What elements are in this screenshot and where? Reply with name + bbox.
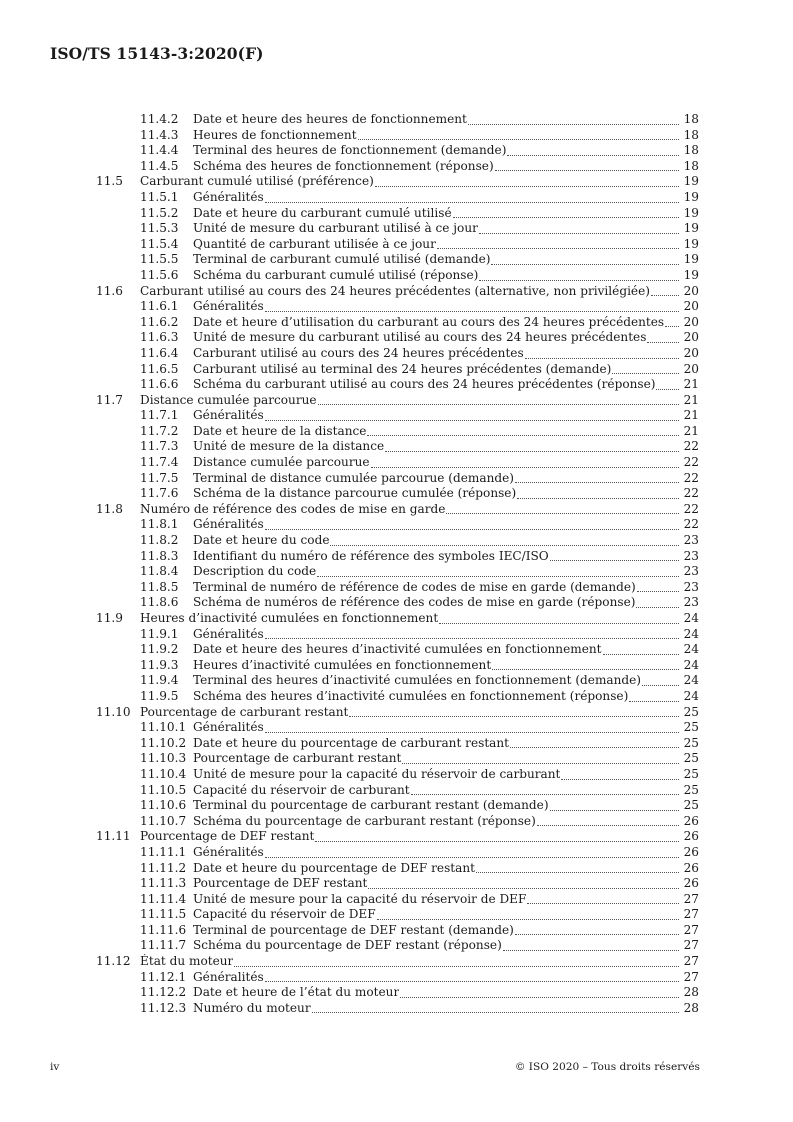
toc-entry-title: Distance cumulée parcourue	[140, 392, 317, 407]
toc-entry-page: 27	[683, 891, 699, 906]
toc-dot-leader	[317, 575, 679, 577]
toc-dot-leader	[603, 653, 679, 655]
toc-entry-title: Numéro de référence des codes de mise en garde	[140, 501, 446, 516]
toc-entry-number: 11.8.3	[140, 548, 179, 563]
toc-entry-title: Date et heure du carburant cumulé utilisé	[193, 205, 452, 220]
toc-subsection-entry[interactable]	[96, 143, 699, 159]
toc-dot-leader	[642, 684, 679, 686]
toc-dot-leader	[550, 559, 679, 561]
toc-entry-title: Terminal de distance cumulée parcourue (demande)	[193, 470, 514, 485]
toc-entry-page: 22	[683, 439, 699, 454]
toc-entry-number: 11.6.1	[140, 299, 179, 314]
toc-entry-title: Carburant utilisé au cours des 24 heures précédentes (alternative, non privilégiée)	[140, 283, 650, 298]
toc-dot-leader	[492, 668, 679, 670]
toc-entry-page: 27	[683, 954, 699, 969]
toc-subsection-entry[interactable]	[96, 580, 699, 596]
toc-dot-leader	[265, 201, 679, 203]
toc-entry-page: 23	[683, 595, 699, 610]
toc-entry-number: 11.6	[96, 283, 123, 298]
toc-dot-leader	[312, 1011, 679, 1013]
toc-entry-number: 11.12.3	[140, 1000, 187, 1015]
toc-entry-number: 11.5.5	[140, 252, 179, 267]
toc-entry-title: Heures d’inactivité cumulées en fonctionnement	[140, 611, 439, 625]
toc-entry-number: 11.7.6	[140, 486, 179, 501]
toc-subsection-entry[interactable]	[96, 268, 699, 284]
toc-dot-leader	[515, 481, 679, 483]
toc-dot-leader	[479, 279, 679, 281]
toc-entry-title: Généralités	[193, 969, 264, 984]
toc-entry-number: 11.4.3	[140, 127, 179, 142]
toc-entry-page: 20	[683, 314, 699, 329]
toc-entry-page: 27	[683, 969, 699, 984]
toc-entry-title: Unité de mesure du carburant utilisé au cours des 24 heures précédentes	[193, 330, 647, 345]
toc-entry-title: Date et heure des heures d’inactivité cumulées en fonctionnement	[193, 642, 602, 657]
toc-entry-number: 11.9.3	[140, 657, 179, 672]
toc-entry-page: 20	[683, 283, 699, 298]
toc-entry-page: 19	[683, 252, 699, 267]
toc-dot-leader	[515, 933, 679, 935]
toc-entry-page: 19	[683, 236, 699, 251]
toc-entry-title: Carburant utilisé au cours des 24 heures précédentes	[193, 345, 524, 360]
toc-entry-number: 11.5.6	[140, 267, 179, 282]
toc-entry-title: Identifiant du numéro de référence des symboles IEC/ISO	[193, 548, 549, 563]
toc-subsection-entry[interactable]	[96, 471, 699, 487]
toc-entry-number: 11.6.4	[140, 345, 179, 360]
toc-dot-leader	[315, 840, 679, 842]
toc-entry-number: 11.10.7	[140, 813, 187, 828]
toc-dot-leader	[503, 949, 679, 951]
toc-entry-title: Numéro du moteur	[193, 1000, 311, 1015]
toc-entry-number: 11.7	[96, 392, 123, 407]
toc-entry-title: Unité de mesure de la distance	[193, 439, 385, 454]
toc-entry-number: 11.11.3	[140, 876, 187, 891]
toc-entry-title: Schéma de la distance parcourue cumulée (réponse)	[193, 486, 517, 501]
toc-entry-page: 22	[683, 455, 699, 470]
toc-dot-leader	[651, 294, 679, 296]
toc-entry-page: 28	[683, 985, 699, 1000]
toc-entry-number: 11.7.5	[140, 470, 179, 485]
toc-entry-page: 20	[683, 299, 699, 314]
toc-entry-title: Date et heure des heures de fonctionnement	[193, 112, 467, 126]
toc-entry-page: 20	[683, 345, 699, 360]
toc-dot-leader	[561, 778, 679, 780]
toc-entry-title: Heures de fonctionnement	[193, 127, 357, 142]
toc-entry-number: 11.6.2	[140, 314, 179, 329]
toc-entry-number: 11.11.6	[140, 922, 187, 937]
toc-entry-page: 21	[683, 377, 699, 392]
toc-entry-title: Capacité du réservoir de DEF	[193, 907, 376, 922]
toc-subsection-entry[interactable]	[96, 159, 699, 175]
toc-entry-page: 18	[683, 143, 699, 158]
toc-entry-title: Carburant utilisé au terminal des 24 heures précédentes (demande)	[193, 361, 612, 376]
toc-entry-number: 11.11.7	[140, 938, 187, 953]
toc-entry-page: 23	[683, 564, 699, 579]
toc-dot-leader	[358, 138, 679, 140]
toc-subsection-entry[interactable]	[96, 1001, 699, 1017]
toc-dot-leader	[265, 419, 679, 421]
toc-entry-title: Généralités	[193, 720, 264, 735]
toc-dot-leader	[367, 434, 679, 436]
toc-entry-page: 24	[683, 611, 699, 625]
toc-subsection-entry[interactable]	[96, 533, 699, 549]
toc-entry-number: 11.10.6	[140, 798, 187, 813]
toc-entry-page: 19	[683, 267, 699, 282]
toc-subsection-entry[interactable]	[96, 252, 699, 268]
page-number: iv	[50, 1061, 60, 1073]
toc-entry-title: Date et heure du pourcentage de carburant restant	[193, 735, 510, 750]
toc-dot-leader	[265, 310, 679, 312]
toc-subsection-entry[interactable]	[96, 128, 699, 144]
toc-subsection-entry[interactable]	[96, 970, 699, 986]
toc-entry-number: 11.7.1	[140, 408, 179, 423]
toc-entry-page: 24	[683, 688, 699, 703]
toc-dot-leader	[550, 809, 679, 811]
toc-subsection-entry[interactable]	[96, 455, 699, 471]
toc-dot-leader	[330, 544, 679, 546]
toc-section-entry[interactable]	[96, 284, 699, 300]
toc-subsection-entry[interactable]	[96, 346, 699, 362]
toc-dot-leader	[371, 466, 679, 468]
toc-dot-leader	[479, 232, 679, 234]
toc-subsection-entry[interactable]	[96, 564, 699, 580]
toc-entry-title: Heures d’inactivité cumulées en fonctionnement	[193, 657, 492, 672]
toc-entry-page: 23	[683, 533, 699, 548]
toc-entry-number: 11.4.5	[140, 158, 179, 173]
toc-entry-title: Date et heure de la distance	[193, 423, 367, 438]
document-id: ISO/TS 15143-3:2020(F)	[50, 44, 264, 63]
toc-subsection-entry[interactable]	[96, 299, 699, 315]
toc-entry-number: 11.9.4	[140, 673, 179, 688]
toc-entry-title: Schéma des heures d’inactivité cumulées en fonctionnement (réponse)	[193, 688, 629, 703]
toc-entry-page: 25	[683, 798, 699, 813]
toc-dot-leader	[265, 731, 679, 733]
toc-entry-page: 24	[683, 657, 699, 672]
toc-subsection-entry[interactable]	[96, 985, 699, 1001]
toc-subsection-entry[interactable]	[96, 892, 699, 908]
toc-dot-leader	[265, 980, 679, 982]
toc-entry-page: 27	[683, 922, 699, 937]
toc-dot-leader	[265, 856, 679, 858]
toc-subsection-entry[interactable]	[96, 190, 699, 206]
toc-entry-number: 11.8	[96, 501, 123, 516]
toc-entry-number: 11.8.6	[140, 595, 179, 610]
toc-entry-number: 11.7.3	[140, 439, 179, 454]
toc-dot-leader	[537, 824, 679, 826]
toc-dot-leader	[507, 154, 679, 156]
toc-subsection-entry[interactable]	[96, 861, 699, 877]
toc-entry-page: 25	[683, 735, 699, 750]
toc-subsection-entry[interactable]	[96, 377, 699, 393]
toc-entry-title: Généralités	[193, 299, 264, 314]
toc-entry-title: Généralités	[193, 626, 264, 641]
toc-dot-leader	[349, 715, 679, 717]
toc-entry-page: 26	[683, 844, 699, 859]
toc-dot-leader	[453, 216, 679, 218]
toc-entry-number: 11.11	[96, 829, 131, 844]
toc-entry-title: Pourcentage de carburant restant	[140, 704, 349, 719]
toc-entry-page: 25	[683, 704, 699, 719]
toc-entry-title: Unité de mesure pour la capacité du réservoir de carburant	[193, 766, 561, 781]
toc-dot-leader	[656, 388, 679, 390]
toc-subsection-entry[interactable]	[96, 221, 699, 237]
toc-entry-title: Date et heure d’utilisation du carburant au cours des 24 heures précédentes	[193, 314, 665, 329]
toc-entry-page: 20	[683, 361, 699, 376]
toc-subsection-entry[interactable]	[96, 798, 699, 814]
toc-dot-leader	[510, 746, 679, 748]
toc-dot-leader	[629, 700, 679, 702]
toc-entry-title: Généralités	[193, 189, 264, 204]
toc-entry-title: Pourcentage de DEF restant	[193, 876, 368, 891]
toc-entry-page: 21	[683, 423, 699, 438]
toc-entry-title: Capacité du réservoir de carburant	[193, 782, 410, 797]
toc-entry-page: 18	[683, 127, 699, 142]
toc-entry-number: 11.9.1	[140, 626, 179, 641]
toc-dot-leader	[265, 528, 679, 530]
toc-entry-page: 25	[683, 782, 699, 797]
toc-subsection-entry[interactable]	[96, 595, 699, 611]
toc-entry-title: Généralités	[193, 517, 264, 532]
toc-entry-title: Carburant cumulé utilisé (préférence)	[140, 174, 374, 189]
toc-entry-title: Pourcentage de carburant restant	[193, 751, 402, 766]
toc-subsection-entry[interactable]	[96, 439, 699, 455]
toc-dot-leader	[665, 325, 679, 327]
toc-entry-page: 19	[683, 189, 699, 204]
toc-dot-leader	[385, 450, 679, 452]
toc-subsection-entry[interactable]	[96, 720, 699, 736]
toc-entry-title: Description du code	[193, 564, 317, 579]
toc-entry-number: 11.5	[96, 174, 123, 189]
toc-entry-page: 22	[683, 470, 699, 485]
toc-entry-title: Schéma des heures de fonctionnement (réponse)	[193, 158, 494, 173]
toc-subsection-entry[interactable]	[96, 783, 699, 799]
toc-subsection-entry[interactable]	[96, 330, 699, 346]
toc-entry-number: 11.5.1	[140, 189, 179, 204]
toc-entry-number: 11.10.3	[140, 751, 187, 766]
toc-section-entry[interactable]	[96, 611, 699, 627]
toc-entry-page: 24	[683, 642, 699, 657]
toc-entry-page: 18	[683, 112, 699, 126]
toc-entry-number: 11.9.2	[140, 642, 179, 657]
toc-dot-leader	[525, 357, 679, 359]
toc-section-entry[interactable]	[96, 829, 699, 845]
toc-entry-number: 11.9.5	[140, 688, 179, 703]
toc-entry-title: Schéma du pourcentage de DEF restant (réponse)	[193, 938, 502, 953]
toc-entry-page: 25	[683, 751, 699, 766]
toc-entry-number: 11.11.1	[140, 844, 187, 859]
toc-entry-title: Terminal de carburant cumulé utilisé (demande)	[193, 252, 491, 267]
toc-entry-page: 23	[683, 548, 699, 563]
toc-entry-number: 11.10.4	[140, 766, 187, 781]
toc-entry-page: 26	[683, 829, 699, 844]
toc-entry-number: 11.10.5	[140, 782, 187, 797]
toc-entry-number: 11.4.4	[140, 143, 179, 158]
toc-subsection-entry[interactable]	[96, 315, 699, 331]
toc-subsection-entry[interactable]	[96, 642, 699, 658]
toc-entry-page: 26	[683, 876, 699, 891]
toc-subsection-entry[interactable]	[96, 658, 699, 674]
toc-entry-page: 27	[683, 938, 699, 953]
toc-entry-number: 11.12.2	[140, 985, 187, 1000]
toc-entry-title: Unité de mesure pour la capacité du réservoir de DEF	[193, 891, 527, 906]
toc-dot-leader	[647, 341, 679, 343]
toc-dot-leader	[636, 606, 679, 608]
toc-entry-title: Date et heure du code	[193, 533, 330, 548]
toc-entry-page: 25	[683, 766, 699, 781]
toc-entry-title: Généralités	[193, 844, 264, 859]
toc-entry-number: 11.8.1	[140, 517, 179, 532]
toc-dot-leader	[476, 871, 679, 873]
toc-subsection-entry[interactable]	[96, 206, 699, 222]
toc-entry-title: Quantité de carburant utilisée à ce jour	[193, 236, 436, 251]
toc-entry-number: 11.11.5	[140, 907, 187, 922]
toc-dot-leader	[375, 185, 679, 187]
toc-subsection-entry[interactable]	[96, 689, 699, 705]
toc-subsection-entry[interactable]	[96, 517, 699, 533]
toc-entry-title: Terminal de pourcentage de DEF restant (demande)	[193, 922, 514, 937]
toc-entry-title: Date et heure du pourcentage de DEF restant	[193, 860, 476, 875]
toc-entry-title: Schéma du pourcentage de carburant restant (réponse)	[193, 813, 536, 828]
toc-entry-page: 28	[683, 1000, 699, 1015]
toc-subsection-entry[interactable]	[96, 907, 699, 923]
toc-entry-page: 24	[683, 673, 699, 688]
table-of-contents	[96, 112, 699, 1016]
toc-entry-number: 11.6.6	[140, 377, 179, 392]
toc-entry-page: 20	[683, 330, 699, 345]
toc-dot-leader	[368, 887, 679, 889]
toc-dot-leader	[439, 622, 679, 624]
toc-entry-page: 19	[683, 174, 699, 189]
toc-entry-page: 19	[683, 221, 699, 236]
toc-subsection-entry[interactable]	[96, 876, 699, 892]
toc-entry-page: 26	[683, 860, 699, 875]
toc-subsection-entry[interactable]	[96, 362, 699, 378]
toc-entry-title: Terminal des heures d’inactivité cumulées en fonctionnement (demande)	[193, 673, 642, 688]
toc-entry-number: 11.12	[96, 954, 131, 969]
toc-dot-leader	[234, 965, 679, 967]
toc-entry-title: Généralités	[193, 408, 264, 423]
toc-entry-number: 11.11.2	[140, 860, 187, 875]
toc-subsection-entry[interactable]	[96, 938, 699, 954]
toc-entry-title: Terminal de numéro de référence de codes de mise en garde (demande)	[193, 579, 636, 594]
toc-entry-page: 27	[683, 907, 699, 922]
toc-entry-title: État du moteur	[140, 954, 234, 969]
toc-section-entry[interactable]	[96, 393, 699, 409]
toc-entry-title: Terminal des heures de fonctionnement (demande)	[193, 143, 507, 158]
toc-entry-number: 11.11.4	[140, 891, 187, 906]
toc-subsection-entry[interactable]	[96, 923, 699, 939]
toc-entry-number: 11.5.2	[140, 205, 179, 220]
toc-dot-leader	[318, 403, 679, 405]
toc-dot-leader	[437, 247, 679, 249]
toc-subsection-entry[interactable]	[96, 237, 699, 253]
toc-entry-title: Pourcentage de DEF restant	[140, 829, 315, 844]
toc-subsection-entry[interactable]	[96, 736, 699, 752]
toc-entry-number: 11.6.3	[140, 330, 179, 345]
toc-dot-leader	[377, 918, 679, 920]
toc-entry-page: 25	[683, 720, 699, 735]
toc-dot-leader	[612, 372, 679, 374]
toc-entry-number: 11.6.5	[140, 361, 179, 376]
toc-entry-number: 11.7.2	[140, 423, 179, 438]
toc-subsection-entry[interactable]	[96, 424, 699, 440]
toc-entry-number: 11.10	[96, 704, 131, 719]
toc-entry-number: 11.8.4	[140, 564, 179, 579]
toc-entry-title: Date et heure de l’état du moteur	[193, 985, 400, 1000]
toc-subsection-entry[interactable]	[96, 408, 699, 424]
toc-subsection-entry[interactable]	[96, 673, 699, 689]
toc-dot-leader	[468, 123, 679, 125]
toc-subsection-entry[interactable]	[96, 814, 699, 830]
toc-entry-title: Schéma du carburant cumulé utilisé (réponse)	[193, 267, 479, 282]
toc-entry-number: 11.8.2	[140, 533, 179, 548]
toc-entry-title: Schéma du carburant utilisé au cours des 24 heures précédentes (réponse)	[193, 377, 656, 392]
toc-subsection-entry[interactable]	[96, 112, 699, 128]
toc-subsection-entry[interactable]	[96, 845, 699, 861]
toc-entry-page: 21	[683, 408, 699, 423]
toc-section-entry[interactable]	[96, 174, 699, 190]
toc-dot-leader	[495, 169, 679, 171]
toc-dot-leader	[265, 637, 679, 639]
toc-subsection-entry[interactable]	[96, 767, 699, 783]
toc-entry-page: 21	[683, 392, 699, 407]
copyright-notice: © ISO 2020 – Tous droits réservés	[514, 1061, 700, 1073]
toc-entry-title: Unité de mesure du carburant utilisé à ce jour	[193, 221, 478, 236]
toc-entry-title: Distance cumulée parcourue	[193, 455, 370, 470]
toc-subsection-entry[interactable]	[96, 549, 699, 565]
toc-section-entry[interactable]	[96, 954, 699, 970]
toc-subsection-entry[interactable]	[96, 751, 699, 767]
toc-entry-number: 11.10.2	[140, 735, 187, 750]
toc-dot-leader	[637, 590, 679, 592]
toc-section-entry[interactable]	[96, 705, 699, 721]
toc-entry-title: Terminal du pourcentage de carburant restant (demande)	[193, 798, 549, 813]
toc-entry-page: 22	[683, 517, 699, 532]
toc-entry-number: 11.8.5	[140, 579, 179, 594]
toc-entry-number: 11.5.4	[140, 236, 179, 251]
toc-dot-leader	[411, 793, 679, 795]
toc-entry-number: 11.9	[96, 611, 123, 625]
toc-entry-number: 11.5.3	[140, 221, 179, 236]
toc-entry-number: 11.10.1	[140, 720, 187, 735]
toc-dot-leader	[517, 497, 679, 499]
toc-section-entry[interactable]	[96, 502, 699, 518]
toc-entry-page: 23	[683, 579, 699, 594]
toc-entry-page: 26	[683, 813, 699, 828]
toc-entry-number: 11.7.4	[140, 455, 179, 470]
toc-dot-leader	[446, 512, 679, 514]
toc-entry-number: 11.4.2	[140, 112, 179, 126]
toc-entry-number: 11.12.1	[140, 969, 187, 984]
toc-entry-page: 24	[683, 626, 699, 641]
toc-entry-page: 19	[683, 205, 699, 220]
toc-entry-page: 22	[683, 501, 699, 516]
toc-dot-leader	[402, 762, 679, 764]
toc-entry-title: Schéma de numéros de référence des codes de mise en garde (réponse)	[193, 595, 636, 610]
toc-subsection-entry[interactable]	[96, 627, 699, 643]
toc-entry-page: 22	[683, 486, 699, 501]
toc-dot-leader	[527, 902, 679, 904]
toc-dot-leader	[491, 263, 679, 265]
toc-subsection-entry[interactable]	[96, 486, 699, 502]
toc-entry-page: 18	[683, 158, 699, 173]
toc-dot-leader	[400, 996, 679, 998]
